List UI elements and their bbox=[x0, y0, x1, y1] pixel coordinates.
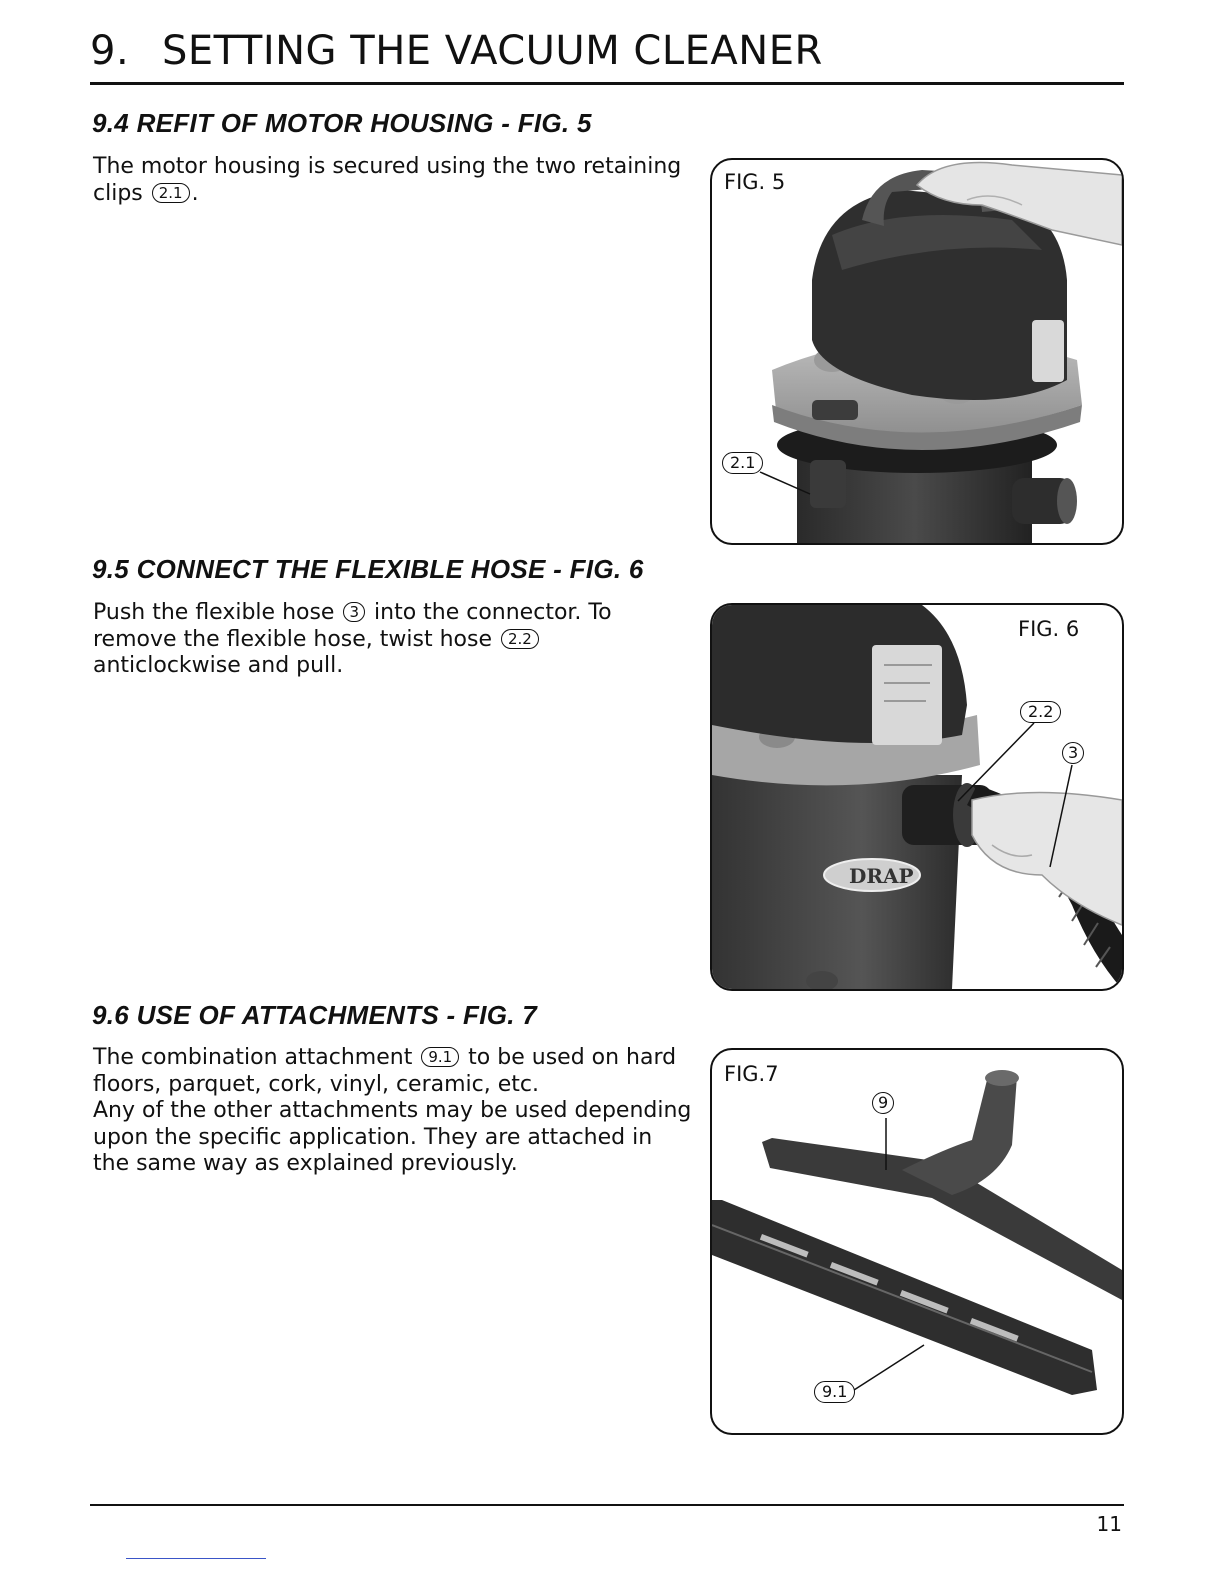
footer-rule bbox=[90, 1504, 1124, 1506]
section-body-9-5 bbox=[93, 600, 703, 680]
body-line: the same way as explained previously. bbox=[93, 1151, 518, 1176]
callout-9-1: 9.1 bbox=[814, 1381, 855, 1403]
callout-2-1: 2.1 bbox=[722, 452, 763, 474]
figure-7 bbox=[710, 1048, 1124, 1435]
ref-badge: 9.1 bbox=[421, 1047, 459, 1067]
figure-5-label: FIG. 5 bbox=[724, 170, 786, 194]
body-line: Any of the other attachments may be used depending bbox=[93, 1098, 692, 1123]
ref-badge: 2.1 bbox=[152, 183, 190, 203]
body-line: Push the flexible hose 3 into the connector. To bbox=[93, 600, 612, 625]
callout-3: 3 bbox=[1062, 742, 1084, 764]
page-number: 11 bbox=[1096, 1512, 1122, 1536]
figure-6 bbox=[710, 603, 1124, 991]
ref-badge: 3 bbox=[343, 602, 365, 622]
body-line: remove the flexible hose, twist hose 2.2 bbox=[93, 627, 703, 654]
body-line: clips 2.1 . bbox=[93, 180, 199, 206]
figure-7-illustration bbox=[712, 1050, 1122, 1433]
body-line: The combination attachment 9.1 to be used on hard bbox=[93, 1045, 677, 1070]
section-body-9-4 bbox=[93, 154, 703, 207]
body-line: anticlockwise and pull. bbox=[93, 653, 344, 678]
figure-5-illustration bbox=[712, 160, 1122, 543]
section-heading-9-6: 9.6 USE OF ATTACHMENTS - FIG. 7 bbox=[92, 1000, 538, 1030]
section-number: 9. bbox=[90, 28, 130, 74]
figure-7-label: FIG.7 bbox=[724, 1062, 779, 1086]
body-line: floors, parquet, cork, vinyl, ceramic, etc. bbox=[93, 1071, 539, 1097]
callout-9: 9 bbox=[872, 1092, 894, 1114]
body-line: upon the specific application. They are attached in bbox=[93, 1124, 653, 1150]
footer-link-underline bbox=[126, 1558, 266, 1559]
header-rule bbox=[90, 82, 1124, 85]
section-title: SETTING THE VACUUM CLEANER bbox=[162, 28, 823, 74]
section-heading-9-5: 9.5 CONNECT THE FLEXIBLE HOSE - FIG. 6 bbox=[92, 554, 644, 584]
figure-6-illustration bbox=[712, 605, 1122, 989]
ref-badge: 2.2 bbox=[501, 629, 539, 649]
callout-2-2: 2.2 bbox=[1020, 701, 1061, 723]
body-line: The motor housing is secured using the two retaining bbox=[93, 154, 682, 179]
page-title bbox=[90, 28, 823, 74]
section-heading-9-4: 9.4 REFIT OF MOTOR HOUSING - FIG. 5 bbox=[92, 108, 592, 138]
figure-6-label: FIG. 6 bbox=[1018, 617, 1080, 641]
section-body-9-6 bbox=[93, 1045, 703, 1178]
brand-logo: DRAP bbox=[849, 864, 914, 888]
figure-5 bbox=[710, 158, 1124, 545]
